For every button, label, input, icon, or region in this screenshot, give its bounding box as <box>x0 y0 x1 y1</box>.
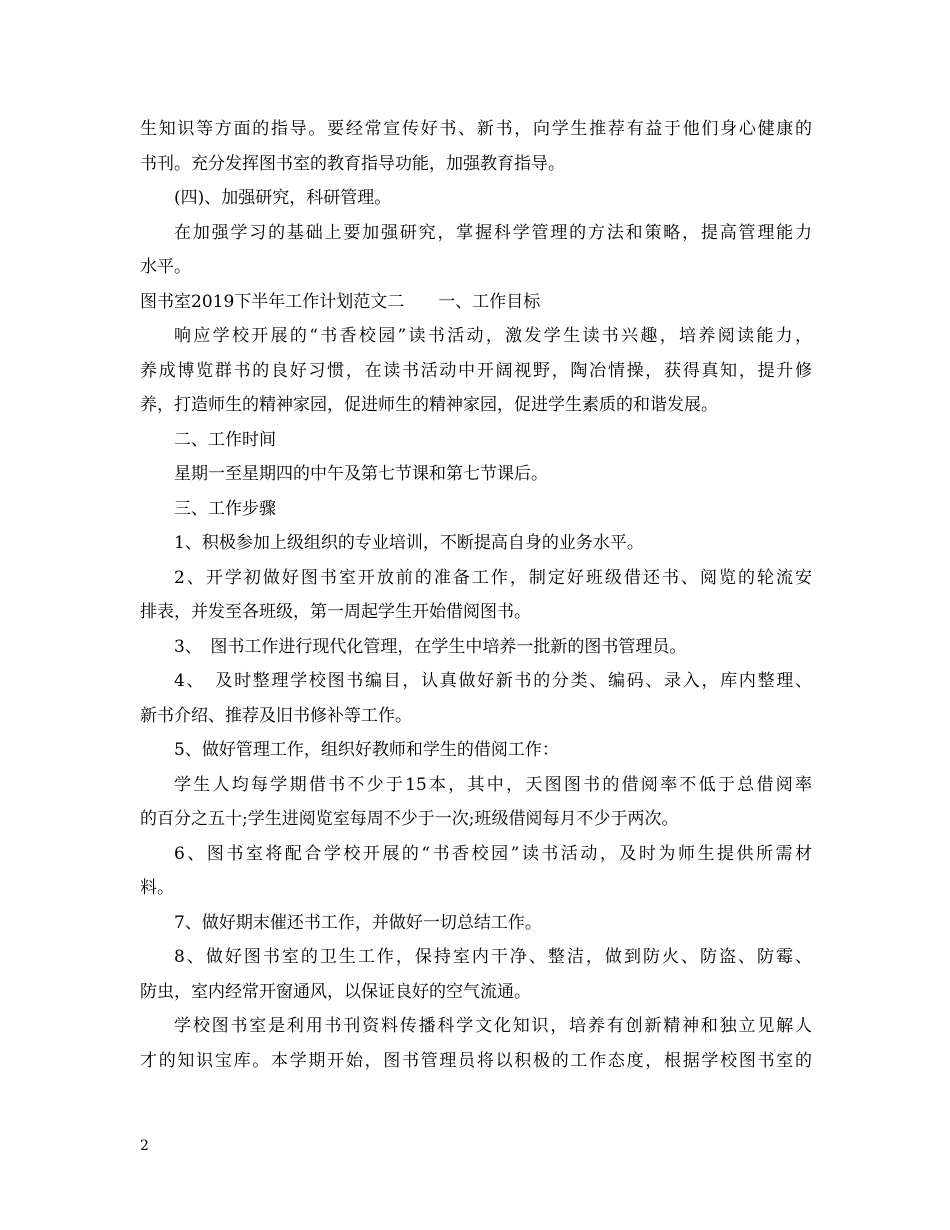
text-line: 的百分之五十;学生进阅览室每周不少于一次;班级借阅每月不少于两次。 <box>140 809 679 829</box>
text-line: 新书介绍、推荐及旧书修补等工作。 <box>140 705 412 726</box>
text-line: 才的知识宝库。本学期开始，图书管理员将以积极的工作态度，根据学校图书室的 <box>140 1050 812 1071</box>
text-line: 书刊。充分发挥图书室的教育指导功能，加强教育指导。 <box>140 153 565 174</box>
text-line: 排表，并发至各班级，第一周起学生开始借阅图书。 <box>140 602 531 622</box>
text-line: 7、做好期末催还书工作，并做好一切总结工作。 <box>174 912 542 933</box>
text-line: 4、 及时整理学校图书编目，认真做好新书的分类、编码、录入，库内整理、 <box>174 671 812 691</box>
text-line: 3、 图书工作进行现代化管理，在学生中培养一批新的图书管理员。 <box>174 636 687 657</box>
text-line: 图书室2019下半年工作计划范文二 一、工作目标 <box>140 291 541 312</box>
text-line: 1、积极参加上级组织的专业培训，不断提高自身的业务水平。 <box>174 533 644 553</box>
text-line: 水平。 <box>140 257 191 277</box>
text-line: 学生人均每学期借书不少于15本，其中，天图图书的借阅率不低于总借阅率 <box>174 774 812 795</box>
text-line: 6、图书室将配合学校开展的“书香校园”读书活动，及时为师生提供所需材 <box>174 843 812 864</box>
text-line: 8、做好图书室的卫生工作，保持室内干净、整洁，做到防火、防盗、防霉、 <box>174 947 812 967</box>
text-line: 5、做好管理工作，组织好教师和学生的借阅工作： <box>174 740 559 760</box>
document-body <box>140 112 812 1078</box>
text-line: 在加强学习的基础上要加强研究，掌握科学管理的方法和策略，提高管理能力 <box>174 222 812 243</box>
text-line: 防虫，室内经常开窗通风，以保证良好的空气流通。 <box>140 981 531 1002</box>
page-number: 2 <box>140 1138 149 1154</box>
text-line: 二、工作时间 <box>174 429 276 450</box>
text-line: 三、工作步骤 <box>174 498 276 519</box>
text-line: 2、开学初做好图书室开放前的准备工作，制定好班级借还书、阅览的轮流安 <box>174 567 812 588</box>
text-line: 料。 <box>140 878 174 898</box>
text-line: (四)、加强研究，科研管理。 <box>174 188 392 208</box>
text-line: 养成博览群书的良好习惯，在读书活动中开阔视野，陶冶情操，获得真知，提升修 <box>140 360 812 381</box>
text-line: 养，打造师生的精神家园，促进师生的精神家园，促进学生素质的和谐发展。 <box>140 395 718 415</box>
text-line: 学校图书室是利用书刊资料传播科学文化知识，培养有创新精神和独立见解人 <box>174 1016 812 1036</box>
text-line: 响应学校开展的“书香校园”读书活动，激发学生读书兴趣，培养阅读能力， <box>174 326 812 346</box>
text-line: 星期一至星期四的中午及第七节课和第七节课后。 <box>174 464 548 484</box>
text-line: 生知识等方面的指导。要经常宣传好书、新书，向学生推荐有益于他们身心健康的 <box>140 119 812 139</box>
